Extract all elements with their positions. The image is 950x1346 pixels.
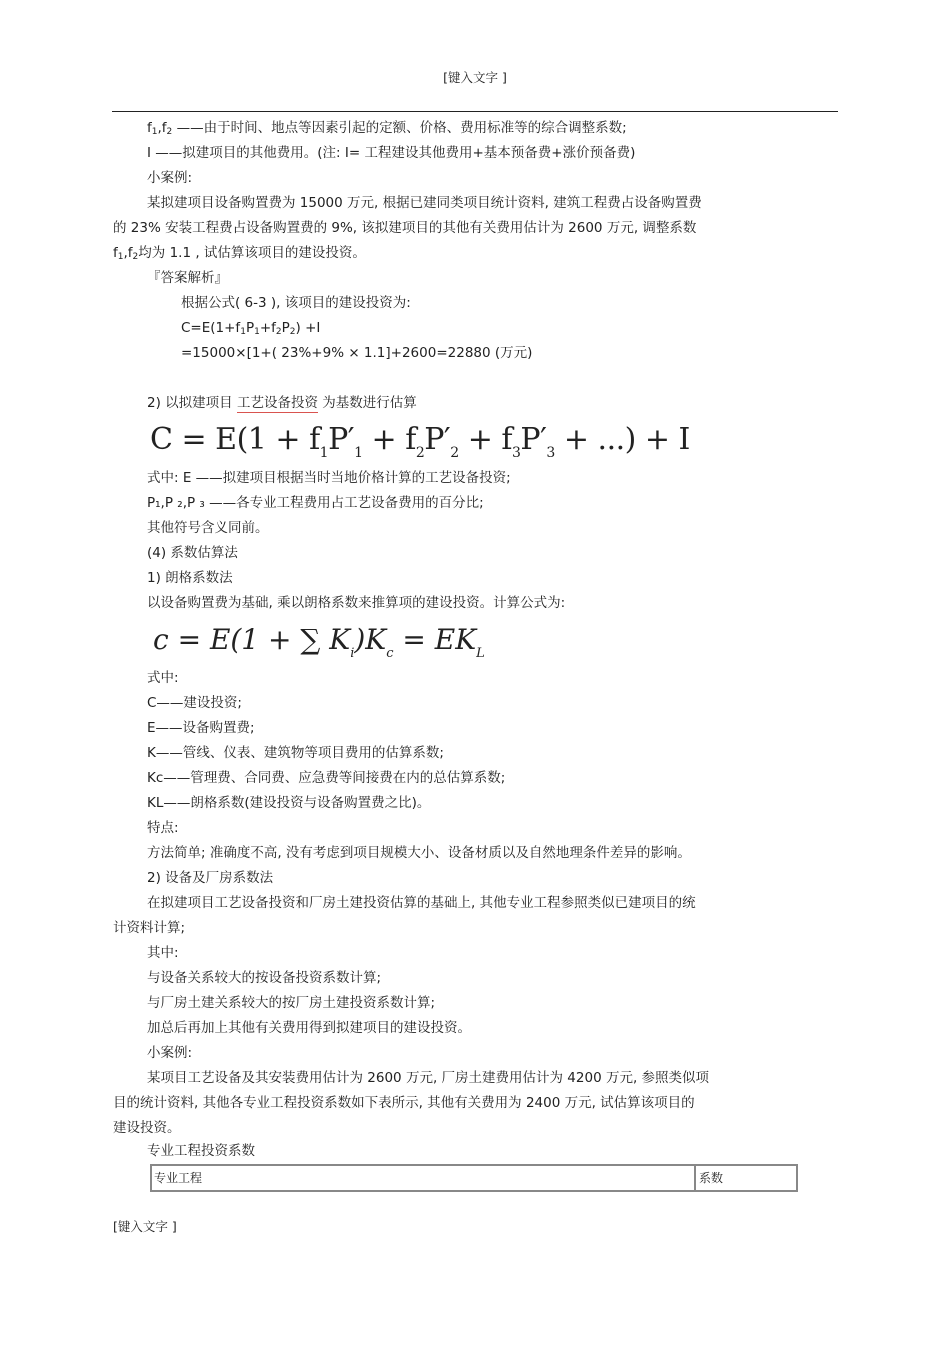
answer-formula: $C=E(1+f_1P_1+f_2P_2) +I$ (181, 320, 321, 337)
answer-line-1: 根据公式( 6-3 ), 该项目的建设投资为: (181, 295, 411, 311)
example2-text-2: 目的统计资料, 其他各专业工程投资系数如下表所示, 其他有关费用为 2400 万元, 试估算该项目的 (113, 1095, 695, 1111)
where-e2: E——设备购置费; (147, 720, 255, 736)
equipment-factory-heading: 2) 设备及厂房系数法 (147, 870, 274, 886)
example-text-2: 的 23% 安装工程费占设备购置费的 9%, 该拟建项目的其他有关费用估计为 2600 万元, 调整系数 (113, 220, 697, 236)
underlined-term: 工艺设备投资 (236, 395, 318, 411)
among-label: 其中: (147, 945, 179, 961)
section-coefficient-method: (4) 系数估算法 (147, 545, 238, 561)
page-footer: [键入文字 ] (113, 1219, 177, 1234)
formula-process-equipment: $C = E(1 + f_1P'_1 + f_2P'_2 + f_3P'_3$ + ...) + I (150, 422, 690, 461)
definition-f1-f2: $f_1,f_2$ ——由于时间、地点等因素引起的定额、价格、费用标准等的综合调整系数; (147, 120, 627, 137)
page-header: [键入文字 ] (443, 70, 507, 85)
header-rule (112, 111, 838, 112)
investment-coefficient-table (150, 1164, 798, 1192)
where-label: 式中: (147, 670, 179, 686)
where-e: 式中: E ——拟建项目根据当时当地价格计算的工艺设备投资; (147, 470, 511, 486)
answer-heading: 『答案解析』 (147, 270, 228, 286)
answer-calculation: =15000×[1+( 23%+9% × 1.1]+2600=22880 (万元) (181, 345, 533, 361)
definition-i: I ——拟建项目的其他费用。(注: I= 工程建设其他费用+基本预备费+涨价预备费) (147, 145, 636, 161)
example2-text-3: 建设投资。 (113, 1120, 181, 1136)
equipment-factory-text-2: 计资料计算; (113, 920, 186, 936)
where-kc: Kc——管理费、合同费、应急费等间接费在内的总估算系数; (147, 770, 506, 786)
formula-lang: c = E(1 + ∑ $K_i)K_c = EK_L$ (153, 623, 485, 661)
table-caption: 专业工程投资系数 (147, 1143, 255, 1159)
where-k: K——管线、仪表、建筑物等项目费用的估算系数; (147, 745, 444, 761)
where-p: P₁,P ₂,P ₃ ——各专业工程费用占工艺设备费用的百分比; (147, 495, 484, 511)
where-kl: KL——朗格系数(建设投资与设备购置费之比)。 (147, 795, 431, 811)
other-symbols: 其他符号含义同前。 (147, 520, 269, 536)
example-text-1: 某拟建项目设备购置费为 15000 万元, 根据已建同类项目统计资料, 建筑工程费占设备购置费 (147, 195, 702, 211)
example2-text-1: 某项目工艺设备及其安装费用估计为 2600 万元, 厂房土建费用估计为 4200 万元, 参照类似项 (147, 1070, 710, 1086)
example-text-3: $f_1,f_2$均为 1.1 , 试估算该项目的建设投资。 (113, 245, 366, 262)
features-text: 方法简单; 准确度不高, 没有考虑到项目规模大小、设备材质以及自然地理条件差异的影响。 (147, 845, 691, 861)
rule-building: 与厂房土建关系较大的按厂房土建投资系数计算; (147, 995, 436, 1011)
where-c: C——建设投资; (147, 695, 242, 711)
table-header-coefficient: 系数 (699, 1171, 724, 1185)
features-label: 特点: (147, 820, 179, 836)
equipment-factory-text-1: 在拟建项目工艺设备投资和厂房土建投资估算的基础上, 其他专业工程参照类似已建项目的统 (147, 895, 696, 911)
example-label: 小案例: (147, 170, 193, 186)
table-header-specialty: 专业工程 (152, 1166, 696, 1190)
lang-method-heading: 1) 朗格系数法 (147, 570, 233, 586)
method-2-heading: 2) 以拟建项目 工艺设备投资 为基数进行估算 (147, 395, 417, 411)
rule-sum: 加总后再加上其他有关费用得到拟建项目的建设投资。 (147, 1020, 471, 1036)
rule-equipment: 与设备关系较大的按设备投资系数计算; (147, 970, 382, 986)
example-label-2: 小案例: (147, 1045, 193, 1061)
lang-method-text: 以设备购置费为基础, 乘以朗格系数来推算项的建设投资。计算公式为: (147, 595, 566, 611)
